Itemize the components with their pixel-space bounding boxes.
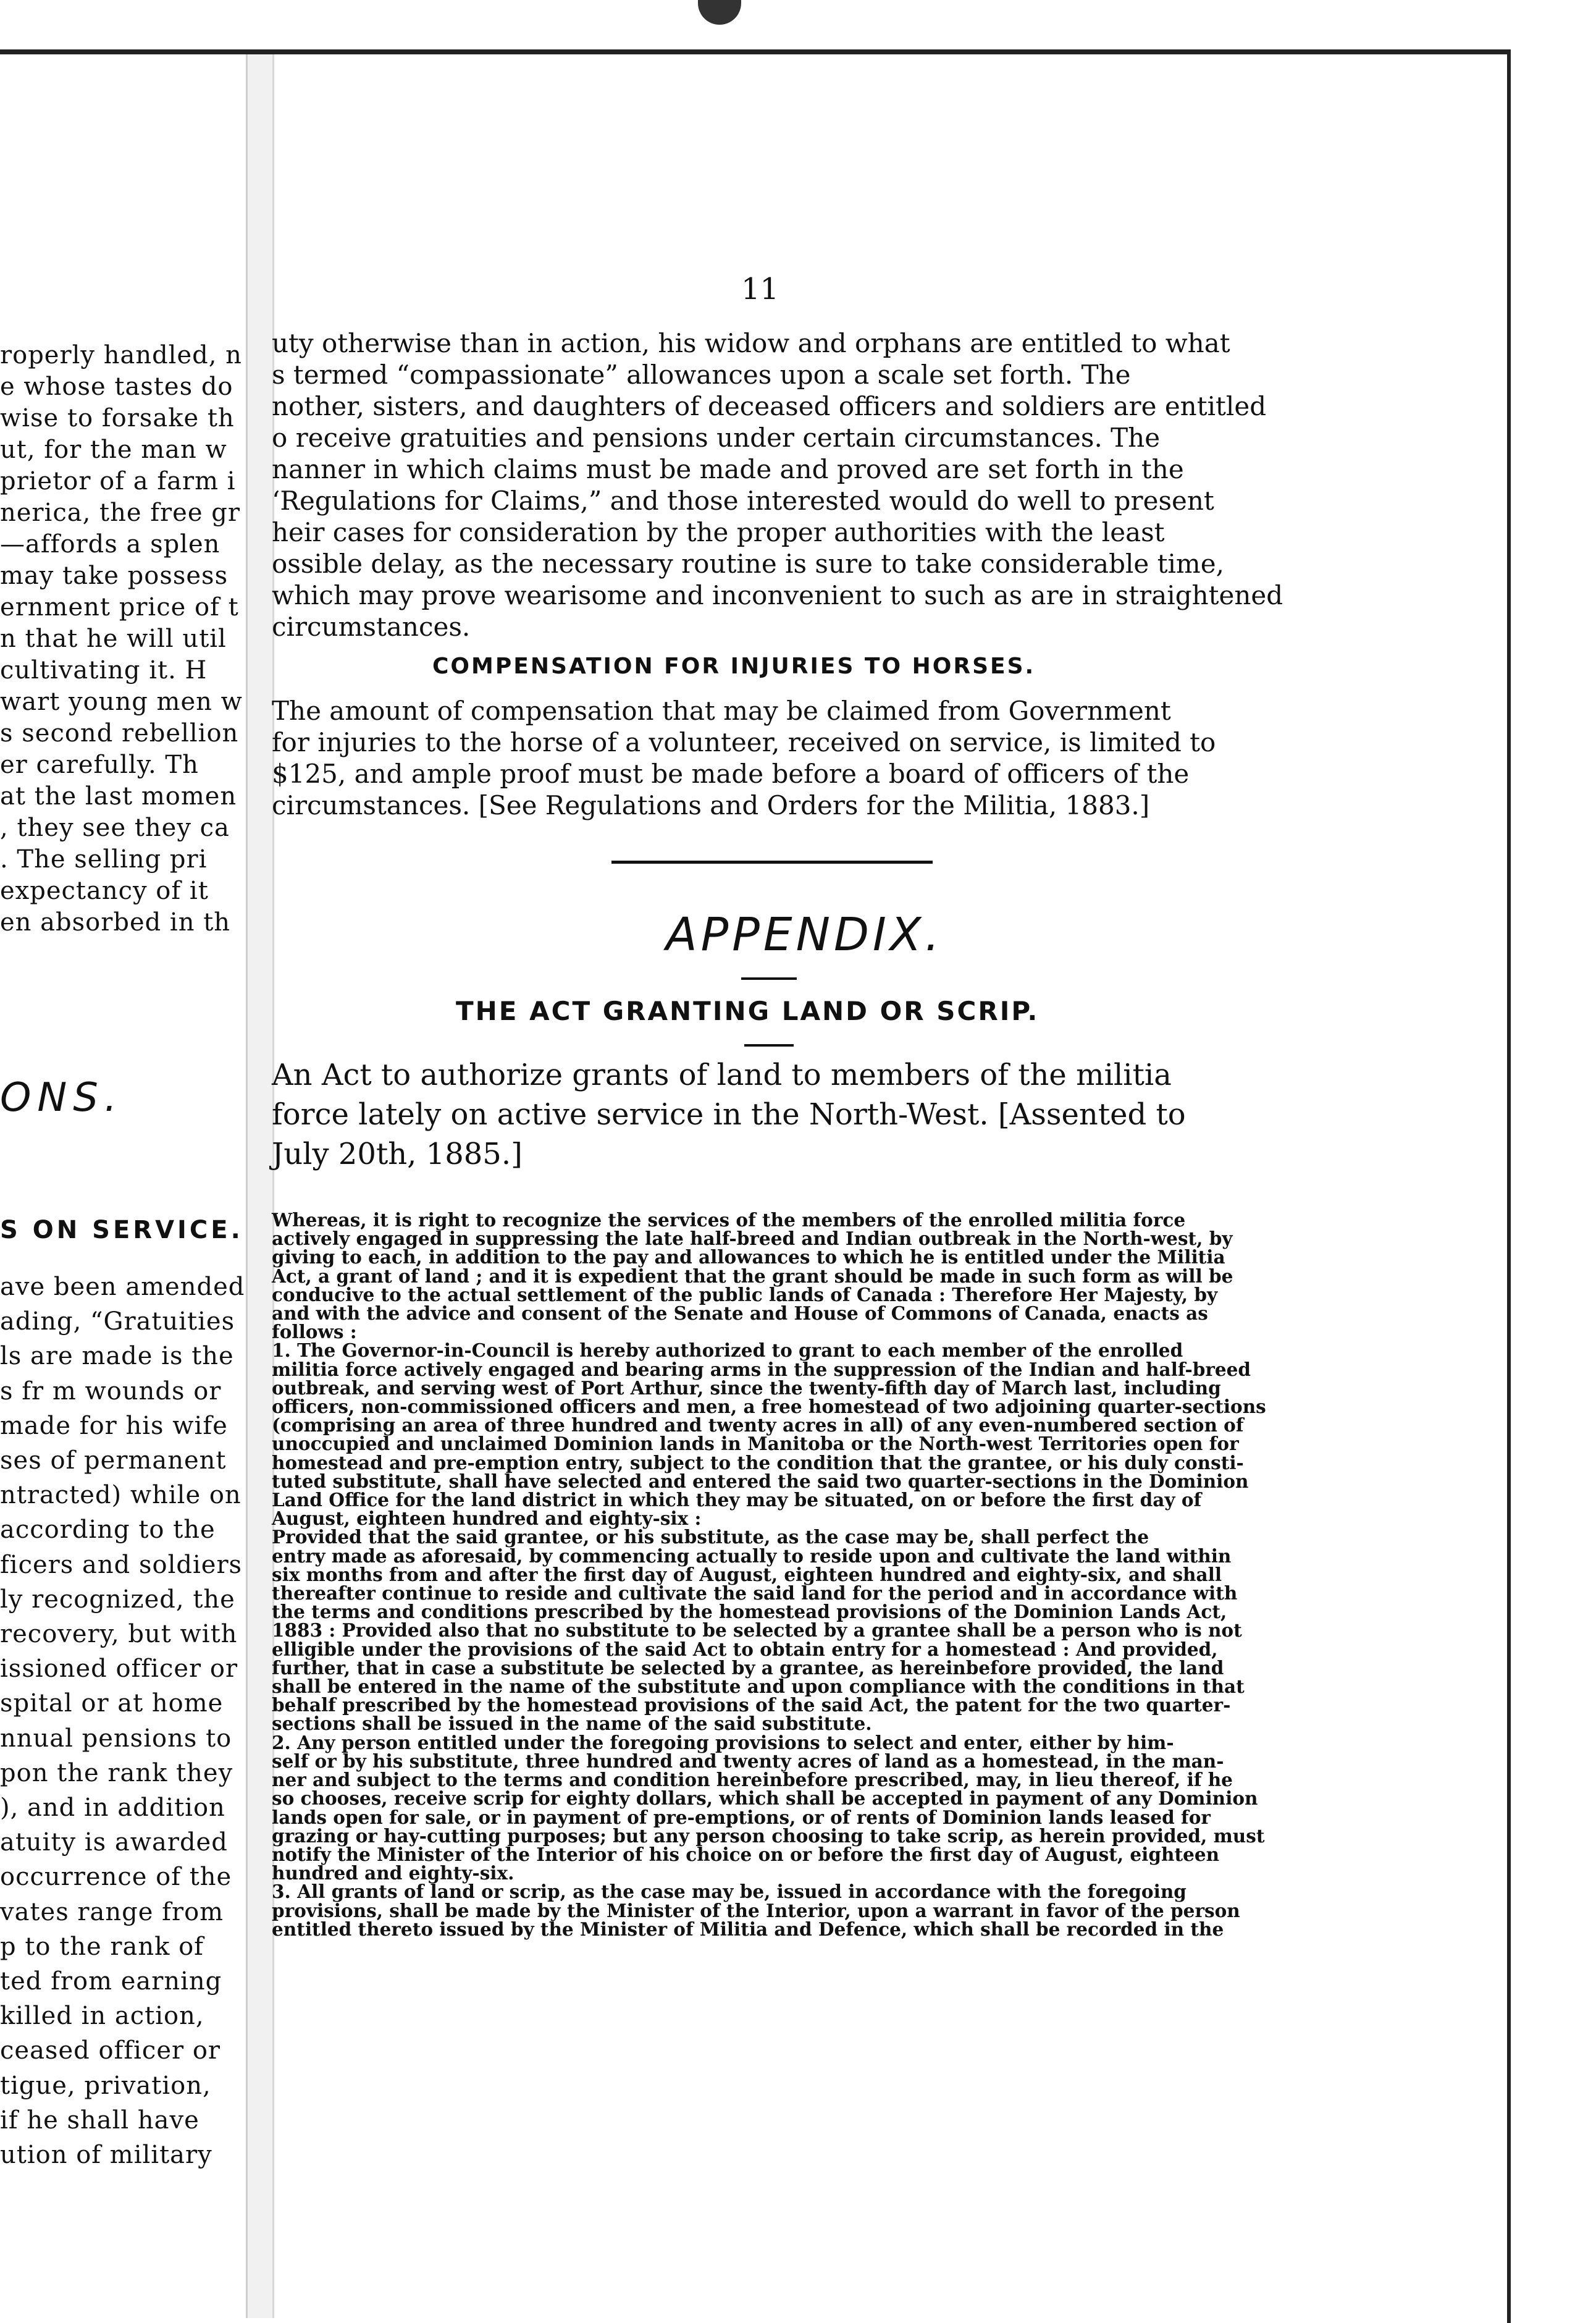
left-text-line: atuity is awarded bbox=[0, 1828, 228, 1857]
act-text-line: militia force actively engaged and bearing arms in the suppression of the Indian and half-breed bbox=[272, 1358, 1251, 1380]
intro-line: force lately on active service in the North-West. [Assented to bbox=[272, 1097, 1186, 1132]
left-text-line: ntracted) while on bbox=[0, 1481, 242, 1510]
left-text-line: ave been amended bbox=[0, 1273, 245, 1301]
act-text-line: ner and subject to the terms and condition hereinbefore prescribed, may, in lieu thereof, if he bbox=[272, 1769, 1233, 1791]
left-text-line: ut, for the man w bbox=[0, 436, 227, 464]
compensation-heading: COMPENSATION FOR INJURIES TO HORSES. bbox=[432, 654, 1036, 679]
left-text-line: n that he will util bbox=[0, 625, 227, 653]
left-text-line: ), and in addition bbox=[0, 1794, 225, 1823]
text-line: nother, sisters, and daughters of deceased officers and soldiers are entitled bbox=[272, 391, 1267, 421]
act-text-line: (comprising an area of three hundred and twenty acres in all) of any even-numbered section of bbox=[272, 1414, 1244, 1436]
act-text-line: 3. All grants of land or scrip, as the case may be, issued in accordance with the foregoing bbox=[272, 1881, 1186, 1903]
section-divider bbox=[611, 861, 933, 864]
act-text-line: Act, a grant of land ; and it is expedient that the grant should be made in such form as will be bbox=[272, 1265, 1233, 1287]
left-text-line: e whose tastes do bbox=[0, 373, 233, 401]
left-text-line: ceased officer or bbox=[0, 2036, 221, 2065]
act-text-line: sections shall be issued in the name of the said substitute. bbox=[272, 1713, 872, 1735]
text-line: ‘Regulations for Claims,” and those interested would do well to present bbox=[272, 486, 1214, 516]
left-page-subheading: S ON SERVICE. bbox=[0, 1216, 243, 1244]
left-text-line: ficers and soldiers bbox=[0, 1550, 243, 1579]
text-line: $125, and ample proof must be made before a board of officers of the bbox=[272, 759, 1190, 789]
left-text-line: ses of permanent bbox=[0, 1446, 227, 1475]
act-text-line: elligible under the provisions of the said Act to obtain entry for a homestead : And provided, bbox=[272, 1638, 1218, 1660]
text-line: for injuries to the horse of a volunteer, received on service, is limited to bbox=[272, 727, 1216, 757]
text-line: circumstances. [See Regulations and Orders for the Militia, 1883.] bbox=[272, 790, 1150, 820]
left-text-line: roperly handled, n bbox=[0, 341, 242, 369]
left-text-line: vates range from bbox=[0, 1897, 224, 1926]
left-text-line: killed in action, bbox=[0, 2002, 204, 2031]
act-text-line: Whereas, it is right to recognize the services of the members of the enrolled militia force bbox=[272, 1209, 1186, 1231]
act-text-line: unoccupied and unclaimed Dominion lands in Manitoba or the North-west Territories open for bbox=[272, 1433, 1239, 1455]
top-ornament bbox=[698, 0, 741, 25]
left-page-heading: ONS. bbox=[0, 1075, 124, 1121]
left-text-line: spital or at home bbox=[0, 1689, 224, 1718]
intro-line: An Act to authorize grants of land to members of the militia bbox=[272, 1058, 1172, 1092]
act-text-line: the terms and conditions prescribed by the homestead provisions of the Dominion Lands Act, bbox=[272, 1601, 1227, 1623]
left-text-line: ernment price of t bbox=[0, 593, 239, 622]
act-text-line: six months from and after the first day of August, eighteen hundred and eighty-six, and shall bbox=[272, 1563, 1222, 1585]
text-line: o receive gratuities and pensions under certain circumstances. The bbox=[272, 423, 1161, 453]
act-text-line: conducive to the actual settlement of the public lands of Canada : Therefore Her Majesty, by bbox=[272, 1283, 1218, 1305]
act-text-line: Land Office for the land district in which they may be situated, on or before the first day of bbox=[272, 1489, 1202, 1511]
left-text-line: s second rebellion bbox=[0, 719, 239, 748]
left-text-line: er carefully. Th bbox=[0, 751, 199, 779]
act-text-line: tuted substitute, shall have selected and entered the said two quarter-sections in the Dominion bbox=[272, 1470, 1249, 1492]
act-text-line: entitled thereto issued by the Minister of Militia and Defence, which shall be recorded in the bbox=[272, 1918, 1224, 1940]
left-page-text-top bbox=[0, 340, 258, 938]
left-text-line: ly recognized, the bbox=[0, 1585, 235, 1614]
left-text-line: —affords a splen bbox=[0, 530, 220, 559]
left-text-line: nnual pensions to bbox=[0, 1724, 232, 1753]
left-text-line: expectancy of it bbox=[0, 877, 209, 905]
left-text-line: according to the bbox=[0, 1516, 216, 1545]
title-rule-bottom bbox=[744, 1044, 794, 1047]
left-text-line: may take possess bbox=[0, 562, 229, 590]
paragraph-pensions bbox=[272, 327, 1285, 643]
left-text-line: made for his wife bbox=[0, 1411, 228, 1440]
act-text-line: follows : bbox=[272, 1321, 357, 1343]
left-text-line: at the last momen bbox=[0, 782, 237, 811]
left-text-line: pon the rank they bbox=[0, 1758, 233, 1787]
act-text-line: self or by his substitute, three hundred and twenty acres of land as a homestead, in the man- bbox=[272, 1750, 1224, 1772]
act-text-line: thereafter continue to reside and cultivate the said land for the period and in accordance with bbox=[272, 1582, 1238, 1604]
act-text-line: 1883 : Provided also that no substitute to be selected by a grantee shall be a person who is not bbox=[272, 1619, 1242, 1642]
text-line: which may prove wearisome and inconvenient to such as are in straightened bbox=[272, 580, 1283, 610]
act-text-line: notify the Minister of the Interior of his choice on or before the first day of August, eighteen bbox=[272, 1843, 1220, 1865]
left-text-line: if he shall have bbox=[0, 2106, 200, 2135]
left-text-line: wart young men w bbox=[0, 688, 243, 716]
text-line: The amount of compensation that may be claimed from Government bbox=[272, 696, 1171, 726]
act-text-line: 1. The Governor-in-Council is hereby authorized to grant to each member of the enrolled bbox=[272, 1339, 1183, 1362]
text-line: ossible delay, as the necessary routine is sure to take considerable time, bbox=[272, 549, 1224, 579]
page-number: 11 bbox=[741, 272, 779, 306]
left-text-line: ted from earning bbox=[0, 1967, 222, 1996]
act-text-line: 2. Any person entitled under the foregoing provisions to select and enter, either by him- bbox=[272, 1731, 1174, 1753]
left-text-line: s fr m wounds or bbox=[0, 1377, 222, 1406]
act-title: THE ACT GRANTING LAND OR SCRIP. bbox=[456, 996, 1040, 1026]
left-text-line: cultivating it. H bbox=[0, 656, 208, 685]
act-text-line: further, that in case a substitute be selected by a grantee, as hereinbefore provided, the land bbox=[272, 1656, 1224, 1679]
act-text-line: Provided that the said grantee, or his substitute, as the case may be, shall perfect the bbox=[272, 1526, 1149, 1548]
left-text-line: occurrence of the bbox=[0, 1863, 232, 1892]
act-text-line: provisions, shall be made by the Minister of the Interior, upon a warrant in favor of the person bbox=[272, 1899, 1240, 1921]
act-text-line: entry made as aforesaid, by commencing actually to reside upon and cultivate the land within bbox=[272, 1545, 1232, 1567]
appendix-title: APPENDIX. bbox=[666, 908, 944, 961]
left-text-line: p to the rank of bbox=[0, 1932, 204, 1961]
act-text-line: actively engaged in suppressing the late half-breed and Indian outbreak in the North-west, by bbox=[272, 1228, 1233, 1250]
text-line: nanner in which claims must be made and proved are set forth in the bbox=[272, 454, 1184, 484]
left-text-line: tigue, privation, bbox=[0, 2071, 211, 2100]
act-text-line: officers, non-commissioned officers and men, a free homestead of two adjoining quarter-sections bbox=[272, 1396, 1266, 1418]
text-line: uty otherwise than in action, his widow and orphans are entitled to what bbox=[272, 328, 1230, 358]
act-text-line: grazing or hay-cutting purposes; but any person choosing to take scrip, as herein provided, must bbox=[272, 1824, 1265, 1847]
left-page-text-bottom bbox=[0, 1270, 259, 2172]
act-text-line: and with the advice and consent of the Senate and House of Commons of Canada, enacts as bbox=[272, 1302, 1208, 1325]
act-text-line: shall be entered in the name of the substitute and upon compliance with the conditions in that bbox=[272, 1676, 1245, 1698]
left-text-line: , they see they ca bbox=[0, 814, 230, 842]
act-text-line: lands open for sale, or in payment of pre-emptions, or of rents of Dominion lands leased for bbox=[272, 1806, 1211, 1828]
left-text-line: recovery, but with bbox=[0, 1620, 238, 1649]
act-text-line: so chooses, receive scrip for eighty dollars, which shall be accepted in payment of any Dominion bbox=[272, 1787, 1258, 1810]
left-text-line: ading, “Gratuities bbox=[0, 1307, 235, 1336]
left-text-line: wise to forsake th bbox=[0, 404, 235, 432]
act-text-line: behalf prescribed by the homestead provisions of the said Act, the patent for the two quarter- bbox=[272, 1694, 1231, 1716]
act-text-line: giving to each, in addition to the pay and allowances to which he is entitled under the Militia bbox=[272, 1246, 1225, 1268]
text-line: s termed “compassionate” allowances upon a scale set forth. The bbox=[272, 360, 1131, 390]
left-text-line: nerica, the free gr bbox=[0, 499, 240, 527]
left-text-line: ution of military bbox=[0, 2141, 212, 2170]
act-text-line: homestead and pre-emption entry, subject to the condition that the grantee, or his duly consti- bbox=[272, 1451, 1244, 1473]
text-line: heir cases for consideration by the proper authorities with the least bbox=[272, 517, 1165, 547]
act-text-line: August, eighteen hundred and eighty-six : bbox=[272, 1507, 702, 1530]
act-text-line: hundred and eighty-six. bbox=[272, 1862, 514, 1884]
act-text-line: outbreak, and serving west of Port Arthur, since the twenty-fifth day of March last, including bbox=[272, 1377, 1221, 1399]
left-text-line: ls are made is the bbox=[0, 1342, 234, 1371]
left-text-line: . The selling pri bbox=[0, 845, 208, 874]
title-rule-top bbox=[741, 977, 797, 980]
paragraph-compensation bbox=[272, 695, 1285, 821]
act-intro bbox=[272, 1055, 1285, 1174]
act-body bbox=[272, 1211, 1285, 1939]
left-text-line: prietor of a farm i bbox=[0, 467, 236, 495]
text-line: circumstances. bbox=[272, 612, 471, 642]
intro-line: July 20th, 1885.] bbox=[272, 1137, 523, 1171]
left-text-line: en absorbed in th bbox=[0, 908, 231, 937]
left-text-line: issioned officer or bbox=[0, 1655, 238, 1684]
